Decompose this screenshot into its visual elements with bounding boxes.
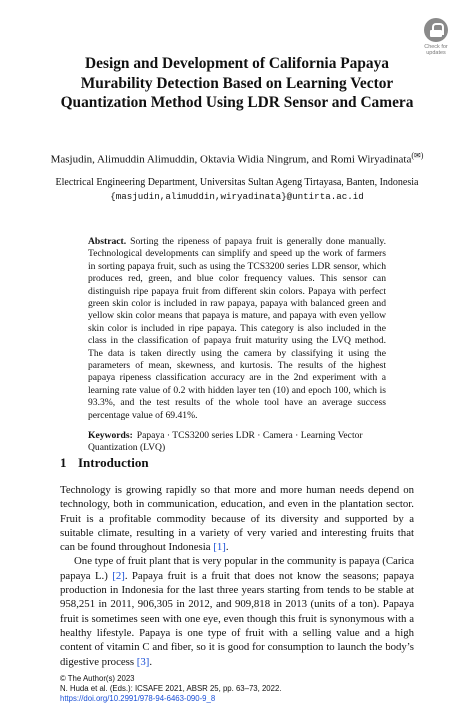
citation-link-3[interactable]: [3] [136, 655, 150, 668]
keywords-text: Papaya · TCS3200 series LDR · Camera · Learning Vector Quantization (LVQ) [88, 430, 363, 454]
paragraph-1-text: Technology is growing rapidly so that more and more human needs depend on technology, both in communication, education, and even in the plantation sector. Fruit is a profitable commodity because of its diversity and supported by a suitable climate, resulting in a variety of very varied and interesting fruits that can be found throughout Indonesia [60, 484, 414, 554]
introduction-body [60, 483, 414, 669]
author-emails[interactable]: {masjudin,alimuddin,wiryadinata}@untirta.ac.id [110, 191, 364, 202]
abstract [88, 236, 386, 422]
author-names: Masjudin, Alimuddin Alimuddin, Oktavia Widia Ningrum, and Romi Wiryadinata [50, 153, 412, 166]
paragraph-2-text-a: One type of fruit plant that is very popular in the community is papaya (Carica papaya L.) [60, 555, 414, 582]
badge-text-line2: updates [426, 50, 446, 56]
footer [60, 674, 414, 704]
keywords [88, 430, 386, 455]
section-heading-introduction [60, 455, 414, 471]
check-for-updates-badge[interactable] [418, 18, 454, 60]
section-title: Introduction [78, 455, 149, 470]
paper-title: Design and Development of California Papaya Murability Detection Based on Learning Vector Quantization Method Using LDR Sensor and Camera [60, 55, 414, 111]
citation-link-2[interactable]: [2] [112, 569, 125, 582]
check-for-updates-icon [424, 18, 448, 42]
paragraph-2 [60, 554, 414, 668]
keywords-label: Keywords: [88, 430, 133, 441]
paragraph-2-end: . [149, 655, 153, 668]
doi-link[interactable]: https://doi.org/10.2991/978-94-6463-090-9_8 [60, 694, 216, 703]
affiliation: Electrical Engineering Department, Universitas Sultan Ageng Tirtayasa, Banten, Indonesia [55, 177, 419, 188]
abstract-text: Sorting the ripeness of papaya fruit is generally done manually. Technological developments can simplify and speed up the work of farmers in sorting papaya fruit, such as using the TCS3200 series LDR sensor, which produces red, green, and blue color frequency values. This sensor can distinguish ripe papaya fruit from different skin colors. Papaya with perfect green skin color is included in raw papaya, papaya with balanced green and yellow skin color means that papaya is mature, and papaya with even yellow skin color is included in ripe papaya. This category is also included in the class in the classification of papaya fruit maturity using the LVQ method. The data is taken directly using the camera by classifying it using the parameters of mean, skewness, and kurtosis. The results of the highest papaya ripeness classification accuracy are in the 2nd experiment with a learning rate value of 0.2 with hidden layer ten (10) and epoch 100, which is 93.3%, and the test results of the whole tool have an average success percentage value of 69.41%. [88, 236, 386, 421]
citation-link-1[interactable]: [1] [213, 541, 226, 554]
badge-text-line1: Check for [424, 44, 448, 50]
citation-info: N. Huda et al. (Eds.): ICSAFE 2021, ABSR 25, pp. 63–73, 2022. [60, 684, 282, 693]
paragraph-2-text-b: . Papaya fruit is a fruit that does not know the seasons; papaya production in Indonesia for the last three years starting from tends to be stable at 958,251 in 2011, 906,305 in 2012, and 909,818 in 2013 (units of a ton). Papaya fruit is sometimes seen with one eye, even though this fruit is synonymous with a healthy lifestyle. Papaya is one type of fruit with a selling value and a high content of vitamin C and fiber, so it is good for consumption to launch the body’s digestive process [60, 569, 414, 668]
section-number: 1 [60, 455, 67, 470]
copyright: © The Author(s) 2023 [60, 674, 135, 683]
abstract-label: Abstract. [88, 236, 127, 247]
affiliation-block [30, 176, 444, 204]
paragraph-1-end: . [225, 541, 229, 554]
author-list [30, 149, 444, 167]
email-envelope-icon: (✉) [411, 151, 424, 160]
check-for-updates-text [418, 44, 454, 56]
paragraph-1 [60, 483, 414, 554]
